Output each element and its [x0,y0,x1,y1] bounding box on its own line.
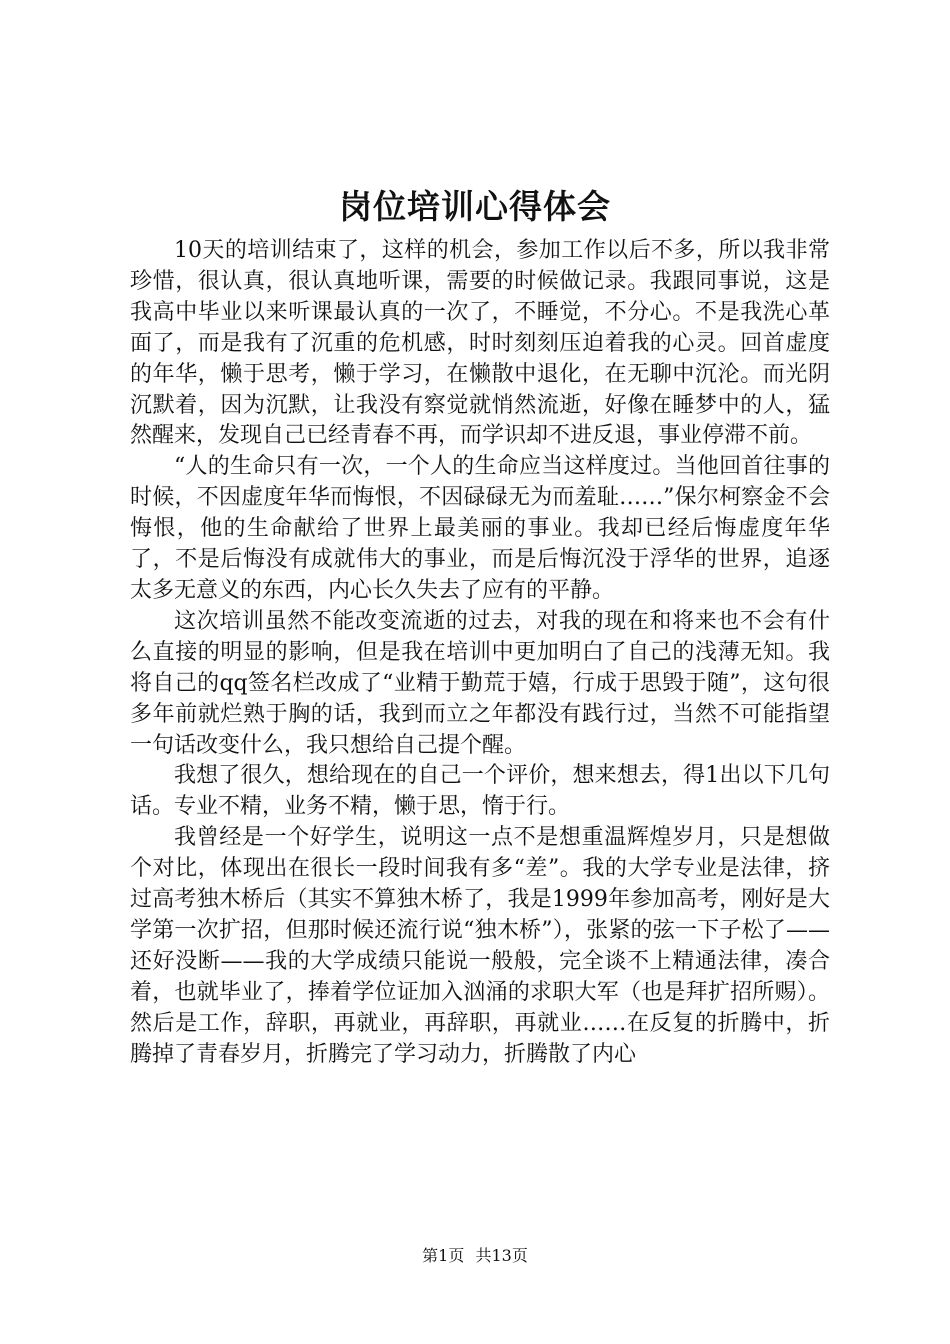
paragraph-3: 这次培训虽然不能改变流逝的过去，对我的现在和将来也不会有什么直接的明显的影响，但是我在培训中更加明白了自己的浅薄无知。我将自己的qq签名栏改成了“业精于勤荒于嬉，行成于思毁于随”，这句很多年前就烂熟于胸的话，我到而立之年都没有践行过，当然不可能指望一句话改变什么，我只想给自己提个醒。 [130,608,830,758]
page-total: 共13页 [475,1246,528,1265]
paragraph-1: 10天的培训结束了，这样的机会，参加工作以后不多，所以我非常珍惜，很认真，很认真地听课，需要的时候做记录。我跟同事说，这是我高中毕业以来听课最认真的一次了，不睡觉，不分心。不是我洗心革面了，而是我有了沉重的危机感，时时刻刻压迫着我的心灵。回首虚度的年华，懒于思考，懒于学习，在懒散中退化，在无聊中沉沦。而光阴沉默着，因为沉默，让我没有察觉就悄然流逝，好像在睡梦中的人，猛然醒来，发现自己已经青春不再，而学识却不进反退，事业停滞不前。 [130,238,830,449]
page-number: 第1页 [422,1246,465,1265]
document-body [130,236,830,1070]
paragraph-5: 我曾经是一个好学生，说明这一点不是想重温辉煌岁月，只是想做个对比，体现出在很长一段时间我有多“差”。我的大学专业是法律，挤过高考独木桥后（其实不算独木桥了，我是1999年参加高考，刚好是大学第一次扩招，但那时候还流行说“独木桥”），张紧的弦一下子松了——还好没断——我的大学成绩只能说一般般，完全谈不上精通法律，凑合着，也就毕业了，捧着学位证加入汹涌的求职大军（也是拜扩招所赐）。然后是工作，辞职，再就业，再辞职，再就业……在反复的折腾中，折腾掉了青春岁月，折腾完了学习动力，折腾散了内心 [130,825,830,1067]
document-title: 岗位培训心得体会 [339,187,611,226]
paragraph-2: “人的生命只有一次，一个人的生命应当这样度过。当他回首往事的时候，不因虚度年华而悔恨，不因碌碌无为而羞耻……”保尔柯察金不会悔恨，他的生命献给了世界上最美丽的事业。我却已经后悔虚度年华了，不是后悔没有成就伟大的事业，而是后悔沉没于浮华的世界，追逐太多无意义的东西，内心长久失去了应有的平静。 [130,454,830,603]
paragraph-4: 我想了很久，想给现在的自己一个评价，想来想去，得1出以下几句话。专业不精，业务不精，懒于思，惰于行。 [130,763,830,820]
page-footer [0,1244,950,1268]
